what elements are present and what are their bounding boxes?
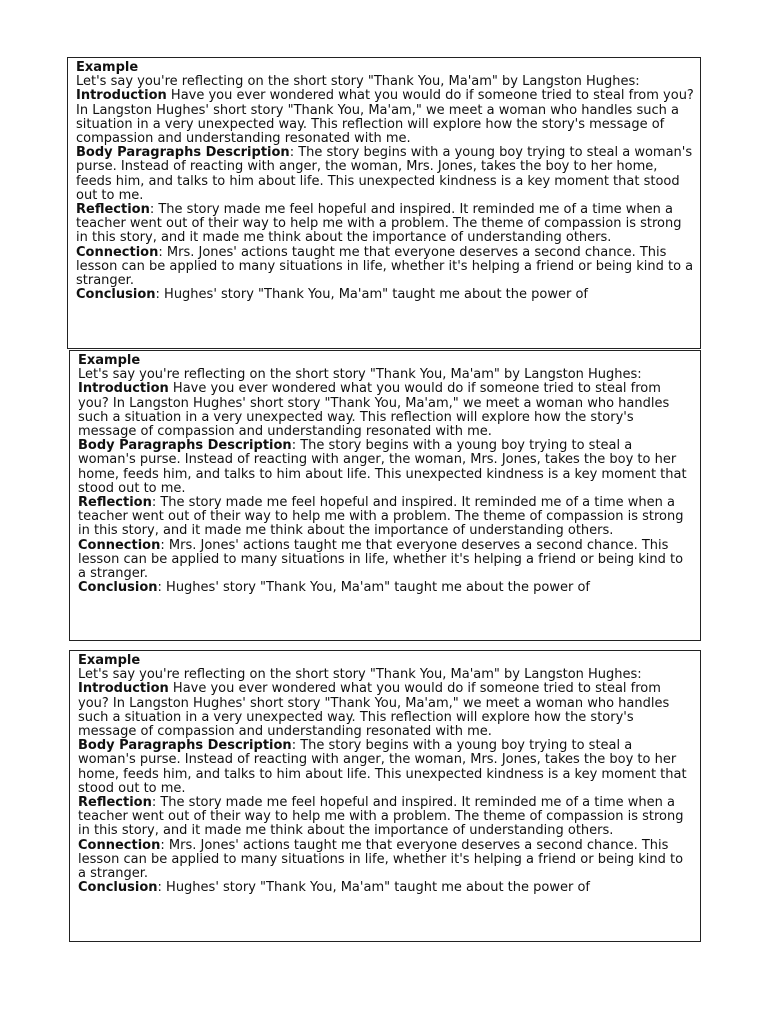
section-text: : The story begins with a young boy trying to steal a woman's purse. Instead of reacting with anger, the woman, Mrs. Jones, takes the boy to her home, feeds him, and talks to him about life. This unexpected kindness is a key moment that stood out to me. [78,738,687,796]
section-label: Conclusion [78,580,158,596]
example-card-3 [69,650,701,942]
card-heading: Example [78,653,141,668]
section-label: Introduction [76,88,167,104]
section-label: Body Paragraphs Description [78,438,292,454]
section-conclusion [76,288,694,302]
card-heading: Example [76,60,139,75]
section-label: Introduction [78,681,169,697]
section-label: Conclusion [76,287,156,303]
section-label: Introduction [78,381,169,397]
section-label: Connection [78,837,161,853]
section-text: : Mrs. Jones' actions taught me that everyone deserves a second chance. This lesson can be applied to many situations in life, whether it's helping a friend or being kind to a stranger. [76,244,694,289]
section-conclusion [78,581,694,595]
example-card-1 [67,57,701,349]
section-body-paragraphs [78,739,694,796]
section-label: Conclusion [78,880,158,896]
section-label: Connection [76,244,159,260]
card-intro: Let's say you're reflecting on the short story "Thank You, Ma'am" by Langston Hughes: [76,74,640,90]
card-heading: Example [78,353,141,368]
section-connection [78,539,694,582]
section-text: : Mrs. Jones' actions taught me that everyone deserves a second chance. This lesson can be applied to many situations in life, whether it's helping a friend or being kind to a stranger. [78,837,684,882]
section-text: : Mrs. Jones' actions taught me that everyone deserves a second chance. This lesson can be applied to many situations in life, whether it's helping a friend or being kind to a stranger. [78,537,684,582]
section-introduction [76,89,694,146]
example-card-2 [69,350,701,641]
section-body-paragraphs [78,439,694,496]
section-label: Reflection [78,795,152,811]
section-reflection [76,203,694,246]
section-text: : The story made me feel hopeful and inspired. It reminded me of a time when a teacher went out of their way to help me with a problem. The theme of compassion is strong in this story, and it made me think about the importance of understanding others. [76,202,682,246]
section-text: : The story begins with a young boy trying to steal a woman's purse. Instead of reacting with anger, the woman, Mrs. Jones, takes the boy to her home, feeds him, and talks to him about life. This unexpected kindness is a key moment that stood out to me. [76,145,693,203]
section-text: Have you ever wondered what you would do if someone tried to steal from you? In Langston Hughes' short story "Thank You, Ma'am," we meet a woman who handles such a situation in a very unexpected way. This reflection will explore how the story's message of compassion and understanding resonated with me. [78,381,670,440]
section-label: Connection [78,537,161,553]
section-label: Reflection [76,202,150,218]
section-text: : The story begins with a young boy trying to steal a woman's purse. Instead of reacting with anger, the woman, Mrs. Jones, takes the boy to her home, feeds him, and talks to him about life. This unexpected kindness is a key moment that stood out to me. [78,438,687,496]
section-text: : Hughes' story "Thank You, Ma'am" taught me about the power of [157,580,590,596]
section-label: Body Paragraphs Description [78,738,292,754]
section-text: Have you ever wondered what you would do if someone tried to steal from you? In Langston Hughes' short story "Thank You, Ma'am," we meet a woman who handles such a situation in a very unexpected way. This reflection will explore how the story's message of compassion and understanding resonated with me. [76,88,694,147]
section-reflection [78,796,694,839]
section-label: Reflection [78,495,152,511]
section-text: : Hughes' story "Thank You, Ma'am" taught me about the power of [155,287,588,303]
section-conclusion [78,881,694,895]
section-introduction [78,382,694,439]
section-connection [76,246,694,289]
section-text: : The story made me feel hopeful and inspired. It reminded me of a time when a teacher went out of their way to help me with a problem. The theme of compassion is strong in this story, and it made me think about the importance of understanding others. [78,795,684,839]
section-text: Have you ever wondered what you would do if someone tried to steal from you? In Langston Hughes' short story "Thank You, Ma'am," we meet a woman who handles such a situation in a very unexpected way. This reflection will explore how the story's message of compassion and understanding resonated with me. [78,681,670,740]
section-introduction [78,682,694,739]
section-body-paragraphs [76,146,694,203]
card-intro: Let's say you're reflecting on the short story "Thank You, Ma'am" by Langston Hughes: [78,367,642,383]
section-reflection [78,496,694,539]
card-intro: Let's say you're reflecting on the short story "Thank You, Ma'am" by Langston Hughes: [78,667,642,683]
section-connection [78,839,694,882]
section-label: Body Paragraphs Description [76,145,290,161]
section-text: : The story made me feel hopeful and inspired. It reminded me of a time when a teacher went out of their way to help me with a problem. The theme of compassion is strong in this story, and it made me think about the importance of understanding others. [78,495,684,539]
section-text: : Hughes' story "Thank You, Ma'am" taught me about the power of [157,880,590,896]
